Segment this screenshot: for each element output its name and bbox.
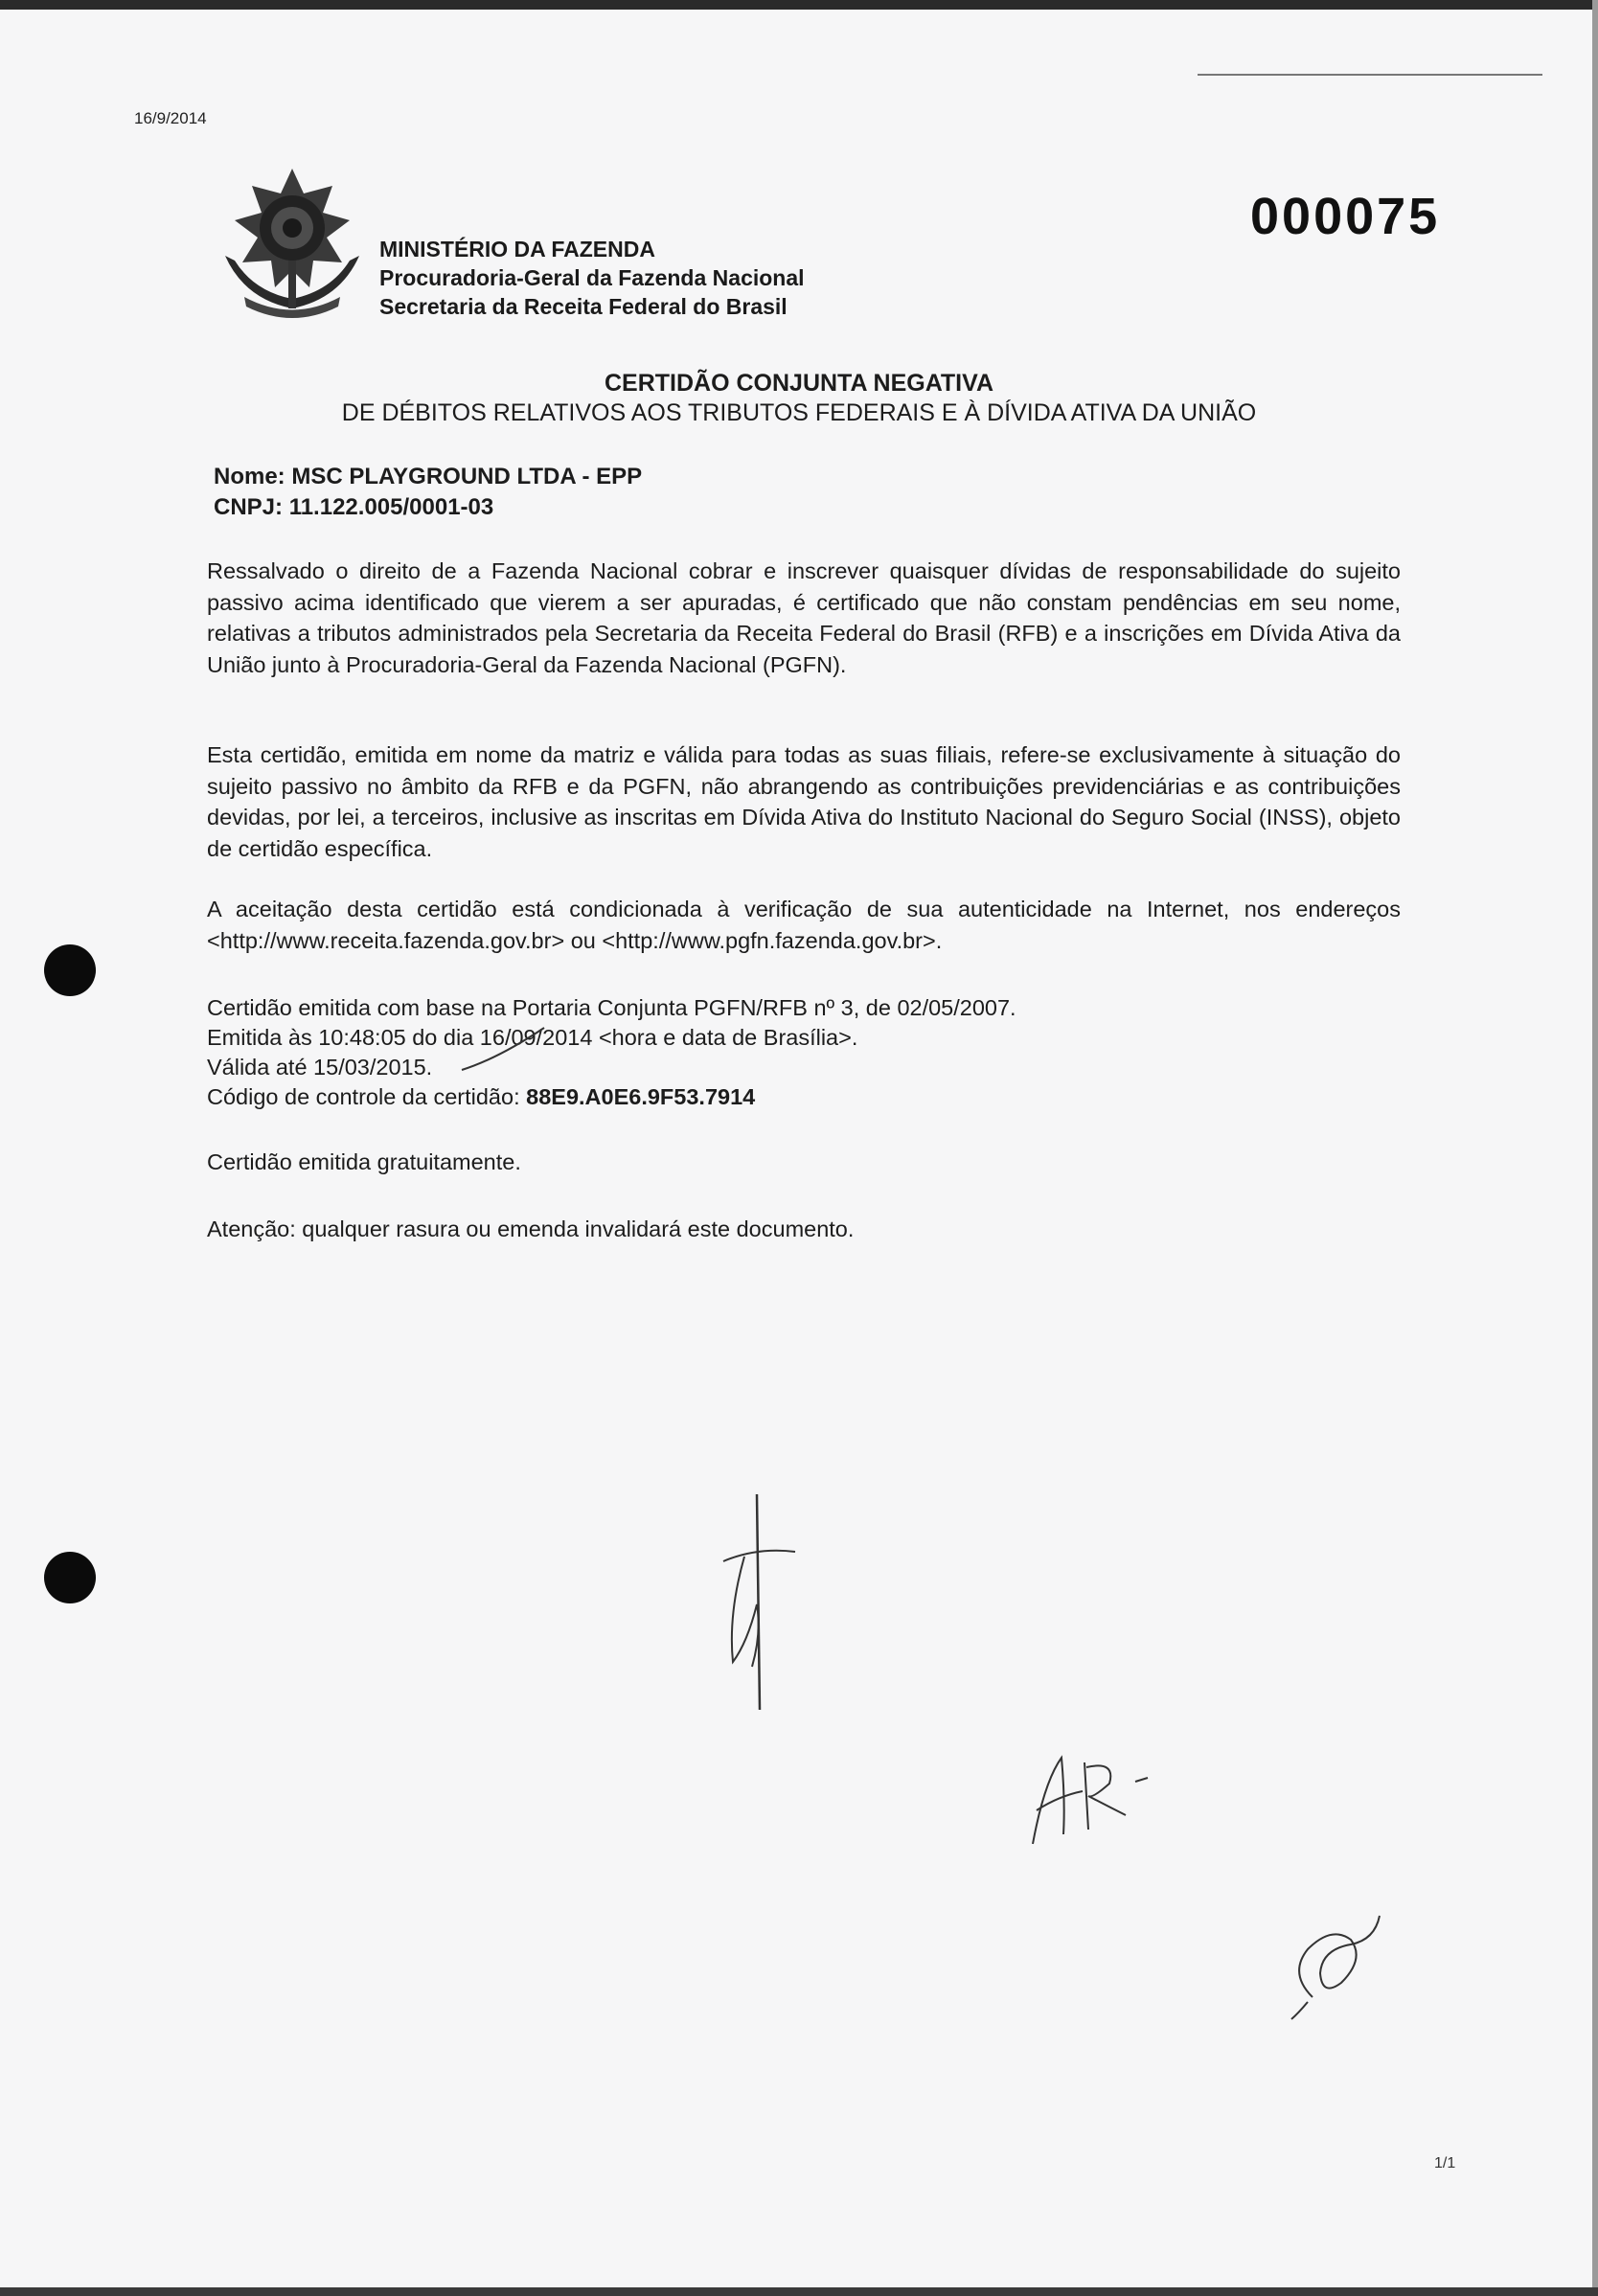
- issued-at: Emitida às 10:48:05 do dia 16/09/2014 <hora e data de Brasília>.: [207, 1025, 858, 1050]
- coat-of-arms-icon: [216, 165, 369, 323]
- issuer-block: [379, 235, 805, 321]
- document-subtitle: DE DÉBITOS RELATIVOS AOS TRIBUTOS FEDERAIS E À DÍVIDA ATIVA DA UNIÃO: [341, 399, 1257, 426]
- control-code: 88E9.A0E6.9F53.7914: [526, 1084, 756, 1109]
- handwritten-checkmark-icon: [460, 1020, 546, 1078]
- taxpayer-cnpj-row: [214, 492, 642, 523]
- warning-note: Atenção: qualquer rasura ou emenda invalidará este documento.: [207, 1216, 855, 1241]
- stamped-page-number: 000075: [1250, 188, 1441, 245]
- rfb-name: Secretaria da Receita Federal do Brasil: [379, 294, 788, 319]
- taxpayer-identification: [214, 462, 642, 523]
- paragraph-authenticity: A aceitação desta certidão está condicionada à verificação de sua autenticidade na Internet, nos endereços <http://www.receita.fazenda.gov.br> ou <http://www.pgfn.fazenda.gov.br>.: [207, 897, 1401, 953]
- taxpayer-name-row: [214, 462, 642, 492]
- issue-basis: Certidão emitida com base na Portaria Conjunta PGFN/RFB nº 3, de 02/05/2007.: [207, 995, 1016, 1020]
- control-code-label: Código de controle da certidão:: [207, 1084, 520, 1109]
- handwritten-initials-icon: [1025, 1743, 1159, 1849]
- free-issue-note: Certidão emitida gratuitamente.: [207, 1149, 521, 1174]
- taxpayer-cnpj: 11.122.005/0001-03: [288, 494, 494, 520]
- paragraph-certification: Ressalvado o direito de a Fazenda Nacional cobrar e inscrever quaisquer dívidas de responsabilidade do sujeito passivo acima identificado que vierem a ser apuradas, é certificado que não constam pendências em seu nome, relativas a tributos administrados pela Secretaria da Receita Federal do Brasil (RFB) e a inscrições em Dívida Ativa da União junto à Procuradoria-Geral da Fazenda Nacional (PGFN).: [207, 558, 1401, 677]
- pgfn-name: Procuradoria-Geral da Fazenda Nacional: [379, 265, 805, 290]
- ministry-name: MINISTÉRIO DA FAZENDA: [379, 237, 655, 261]
- valid-until: Válida até 15/03/2015.: [207, 1055, 433, 1080]
- page-indicator: 1/1: [1434, 2155, 1456, 2171]
- issuance-details: [207, 993, 1401, 1112]
- document-title: CERTIDÃO CONJUNTA NEGATIVA: [604, 370, 994, 397]
- print-date: 16/9/2014: [134, 109, 207, 127]
- taxpayer-name: MSC PLAYGROUND LTDA - EPP: [291, 464, 643, 489]
- cnpj-label: CNPJ:: [214, 494, 284, 520]
- scan-right-border: [1592, 0, 1598, 2296]
- scan-top-line: [1198, 74, 1542, 76]
- name-label: Nome:: [214, 464, 285, 489]
- scan-top-border: [0, 0, 1598, 10]
- punch-hole-top: [44, 944, 96, 996]
- handwritten-signature-icon: [704, 1489, 800, 1719]
- scan-bottom-border: [0, 2287, 1598, 2296]
- punch-hole-bottom: [44, 1552, 96, 1603]
- paragraph-scope: Esta certidão, emitida em nome da matriz e válida para todas as suas filiais, refere-se exclusivamente à situação do sujeito passivo no âmbito da RFB e da PGFN, não abrangendo as contribuições previdenciárias e as contribuições devidas, por lei, a terceiros, inclusive as inscritas em Dívida Ativa do Instituto Nacional do Seguro Social (INSS), objeto de certidão específica.: [207, 742, 1401, 861]
- control-code-row: [207, 1082, 1401, 1112]
- handwritten-rubric-icon: [1284, 1906, 1389, 2021]
